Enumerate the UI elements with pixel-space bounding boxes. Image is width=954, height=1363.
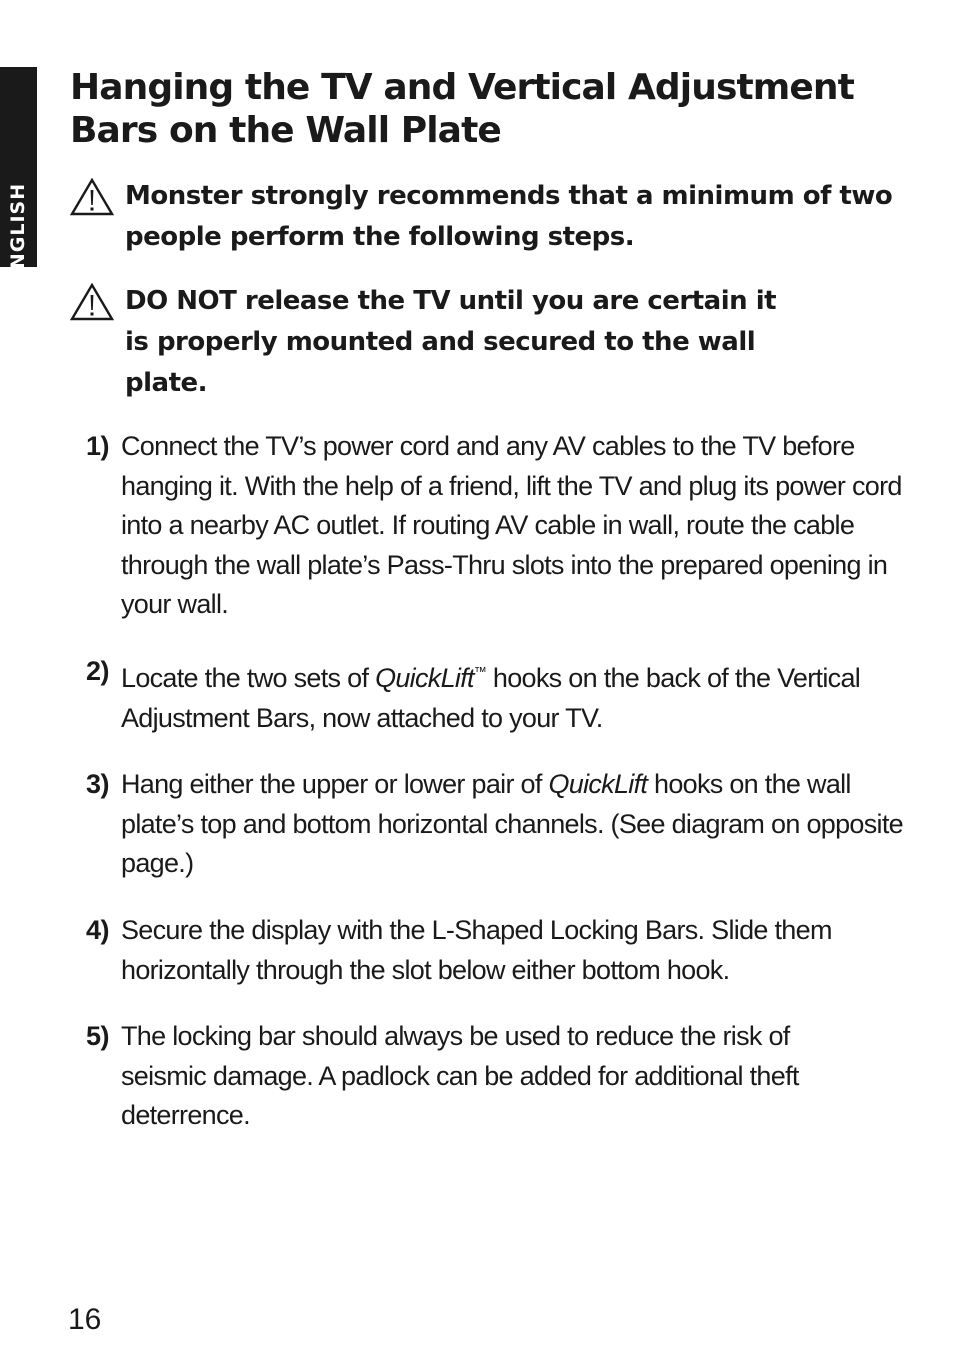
step-number: 5) (86, 1021, 110, 1052)
step-text: Hang either the upper or lower pair of QuickLift hooks on the wall plate’s top and bottom horizontal channels. (See diagram on opposite page.) (121, 769, 903, 879)
warning-text: Monster strongly recommends that a minimum of two people perform the following steps. (125, 181, 893, 252)
step-number: 4) (86, 914, 110, 945)
warning-triangle-icon (70, 178, 114, 216)
warning-notice-secure-tv (70, 281, 930, 404)
language-tab-label: ENGLISH (7, 182, 29, 284)
trademark-symbol: ™ (473, 663, 487, 679)
warning-notice-two-people (70, 176, 930, 258)
step-item (86, 427, 916, 625)
step-text: Secure the display with the L-Shaped Locking Bars. Slide them horizontally through the slot below either bottom hook. (121, 914, 832, 985)
brand-name: QuickLift (548, 769, 648, 800)
step-item (86, 652, 916, 738)
step-text: Locate the two sets of QuickLift™ hooks on the back of the Vertical Adjustment Bars, now attached to your TV. (121, 662, 861, 733)
step-text: Connect the TV’s power cord and any AV cables to the TV before hanging it. With the help of a friend, lift the TV and plug its power cord into a nearby AC outlet. If routing AV cable in wall, route the cable through the wall plate’s Pass-Thru slots into the prepared opening in your wall. (121, 431, 902, 620)
step-item (86, 911, 916, 990)
brand-name: QuickLift (375, 662, 474, 693)
step-item (86, 765, 916, 884)
language-tab (0, 67, 37, 284)
steps-list (86, 427, 916, 1163)
step-number: 3) (86, 769, 110, 800)
step-item (86, 1017, 916, 1136)
step-number: 2) (86, 655, 110, 686)
step-text: The locking bar should always be used to reduce the risk of seismic damage. A padlock can be added for additional theft deterrence. (121, 1021, 799, 1131)
page-number: 16 (68, 1303, 102, 1336)
warning-text: DO NOT release the TV until you are certain it is properly mounted and secured to the wall plate. (125, 286, 777, 398)
page-title: Hanging the TV and Vertical Adjustment Bars on the Wall Plate (70, 67, 854, 151)
warning-triangle-icon (70, 283, 114, 321)
step-number: 1) (86, 431, 110, 461)
